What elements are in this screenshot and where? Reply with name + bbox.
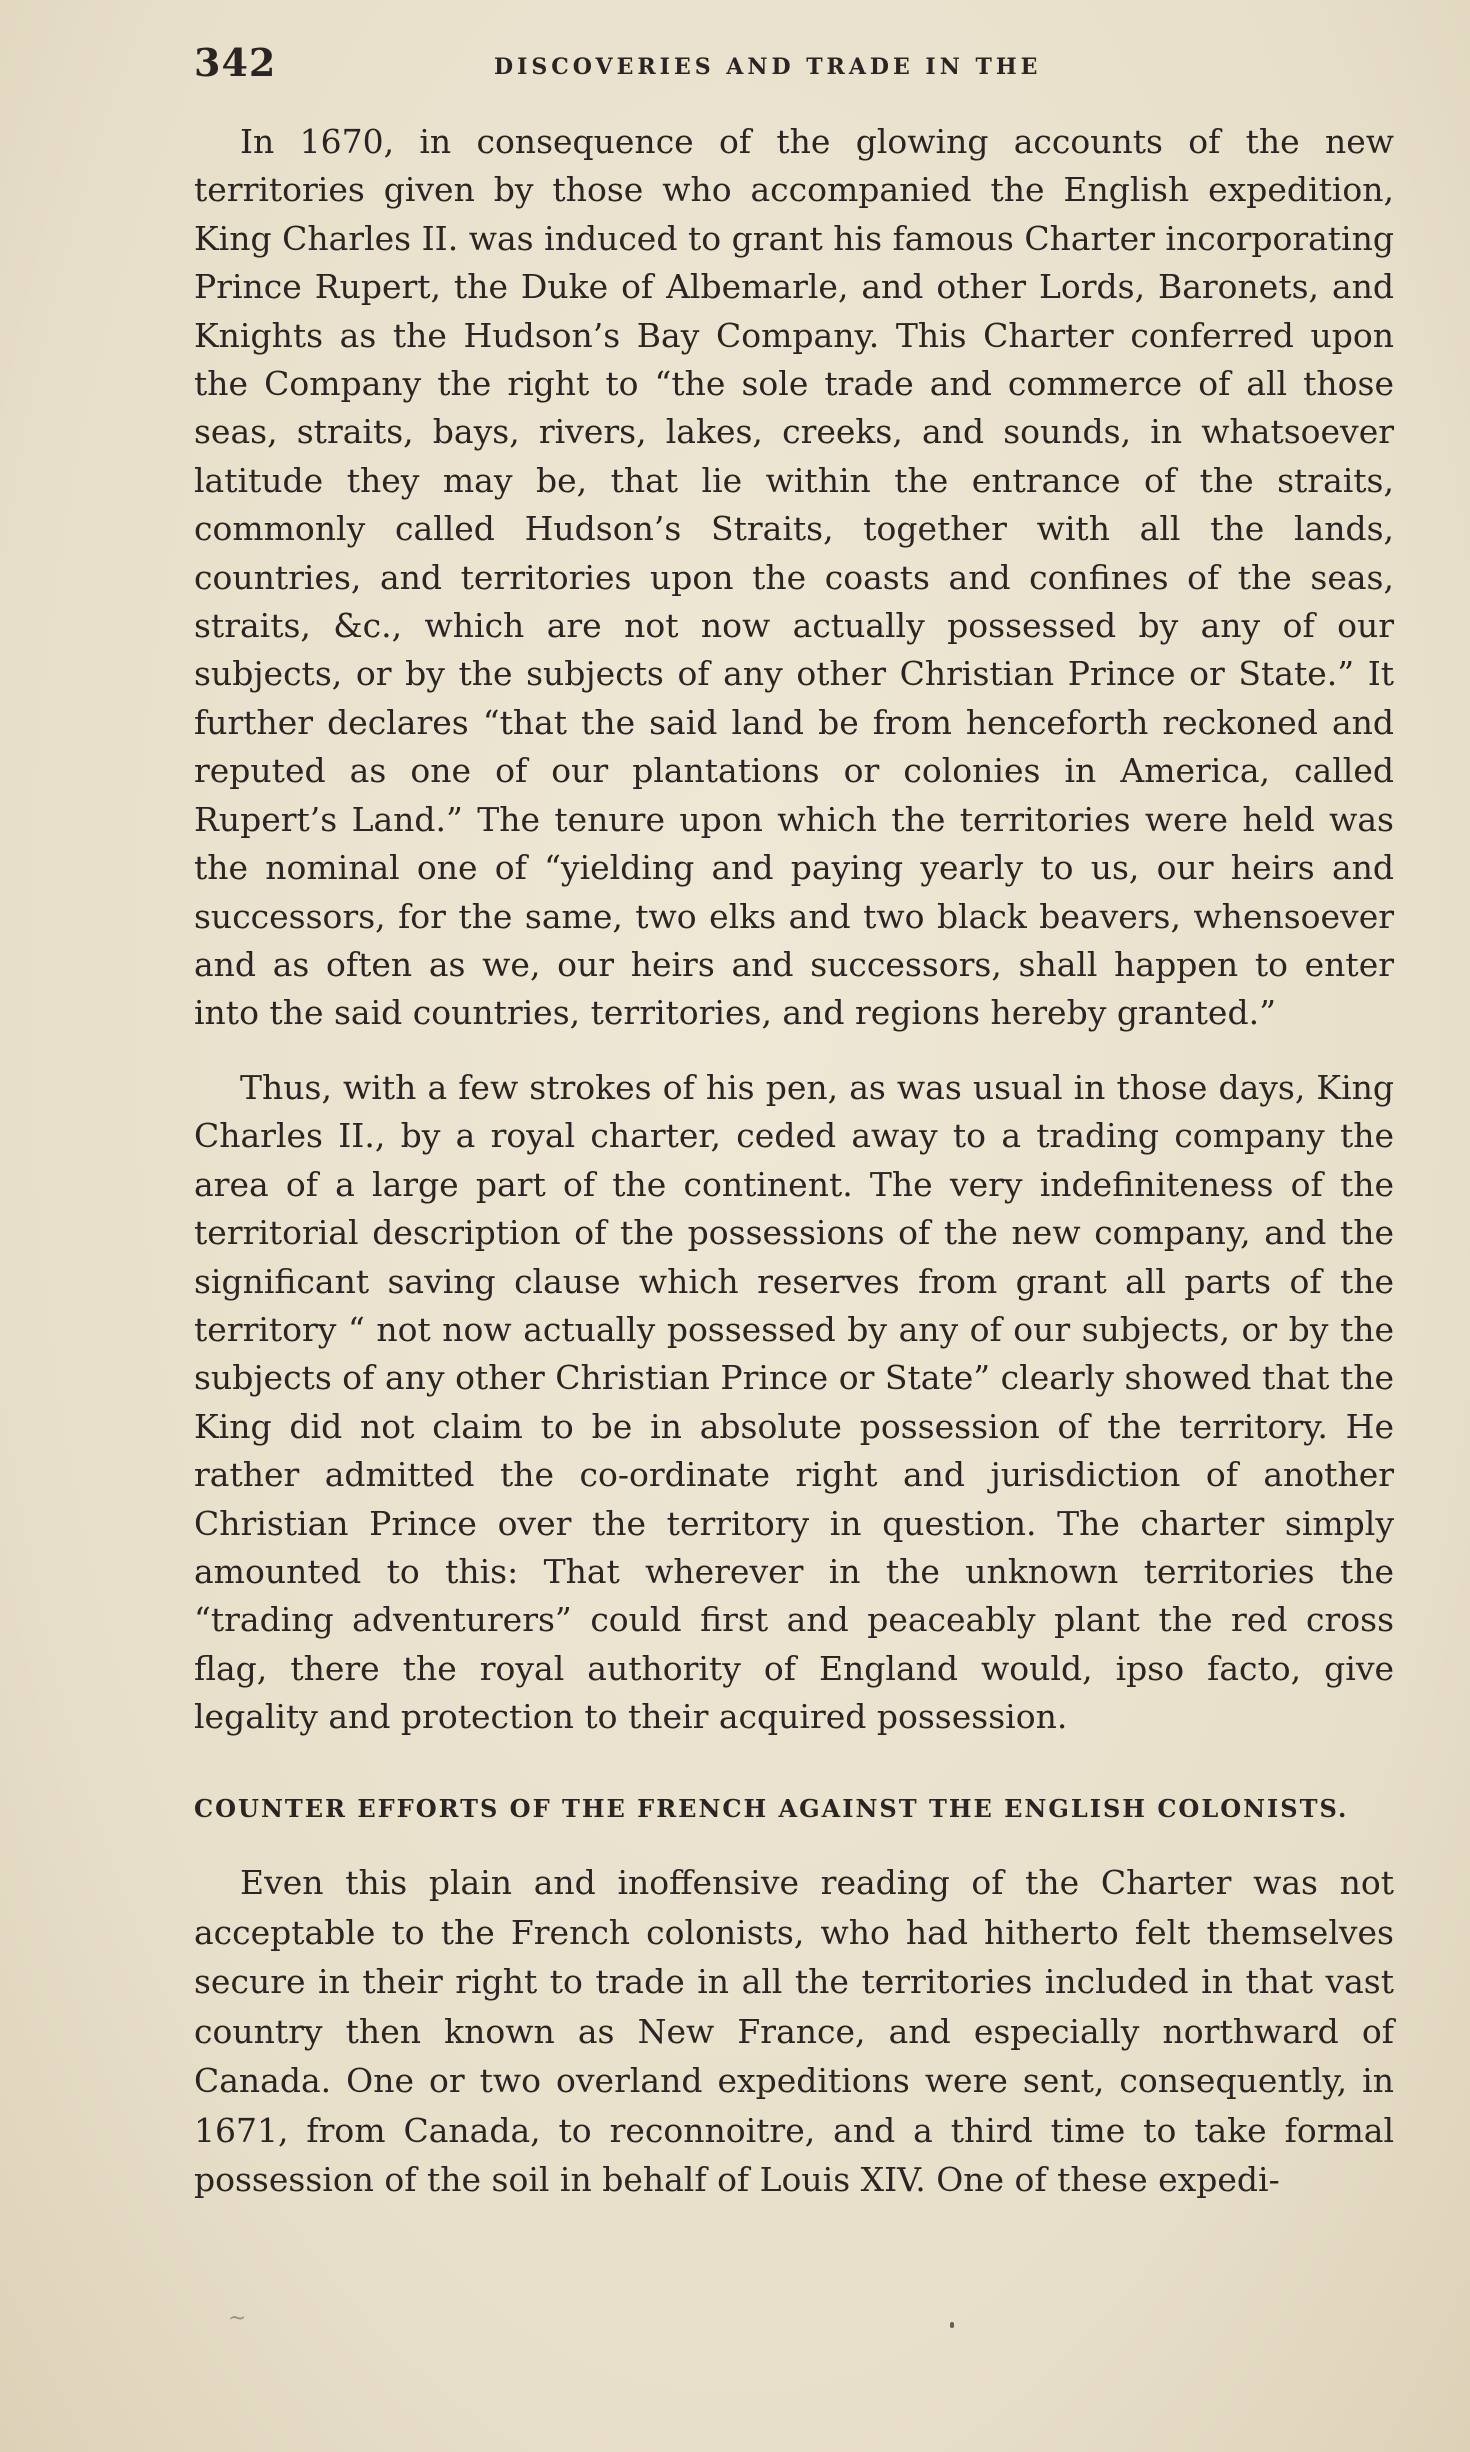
section-text xyxy=(194,1858,1394,2205)
section-heading: COUNTER EFFORTS OF THE FRENCH AGAINST THE ENGLISH COLONISTS. xyxy=(194,1794,1349,1823)
running-head: DISCOVERIES AND TRADE IN THE xyxy=(494,54,1042,80)
page-header xyxy=(194,40,1394,100)
paragraph-french-efforts: Even this plain and inoffensive reading of the Charter was not acceptable to the French colonists, who had hitherto felt themselves secure in their right to trade in all the territories included in that vast country then known as New France, and especially northward of Canada. One or two overland expeditions were sent, consequently, in 1671, from Canada, to reconnoitre, and a third time to take formal possession of the soil in behalf of Louis XIV. One of these expedi- xyxy=(194,1863,1394,2199)
paragraph-royal-charter: Thus, with a few strokes of his pen, as was usual in those days, King Charles II., by a royal charter, ceded away to a trading company the area of a large part of the continent. The very indefiniteness of the territorial description of the possessions of the new company, and the significant saving clause which reserves from grant all parts of the territory “ not now actually possessed by any of our subjects, or by the subjects of any other Christian Prince or State” clearly showed that the King did not claim to be in absolute possession of the territory. He rather admitted the co-ordinate right and jurisdiction of another Christian Prince over the territory in question. The charter simply amounted to this: That wherever in the unknown territories the “trading adventurers” could first and peaceably plant the red cross flag, there the royal authority of England would, ipso facto, give legality and protection to their acquired possession. xyxy=(194,1068,1394,1737)
ink-speck xyxy=(950,2322,954,2328)
paragraph-charter: In 1670, in consequence of the glowing accounts of the new territories given by those who accompanied the English expedition, King Charles II. was induced to grant his famous Charter incorporating Prince Rupert, the Duke of Albemarle, and other Lords, Baronets, and Knights as the Hudson’s Bay Company. This Charter conferred upon the Company the right to “the sole trade and commerce of all those seas, straits, bays, rivers, lakes, creeks, and sounds, in whatsoever latitude they may be, that lie within the entrance of the straits, commonly called Hudson’s Straits, together with all the lands, countries, and territories upon the coasts and confines of the seas, straits, &c., which are not now actually possessed by any of our subjects, or by the subjects of any other Christian Prince or State.” It further declares “that the said land be from henceforth reckoned and reputed as one of our plantations or colonies in America, called Rupert’s Land.” The tenure upon which the territories were held was the nominal one of “yielding and paying yearly to us, our heirs and successors, for the same, two elks and two black beavers, whensoever and as often as we, our heirs and successors, shall happen to enter into the said countries, territories, and regions hereby granted.” xyxy=(194,122,1394,1033)
main-text xyxy=(194,118,1394,1736)
ink-smudge: ~ xyxy=(228,2306,247,2331)
page-number: 342 xyxy=(194,40,277,85)
